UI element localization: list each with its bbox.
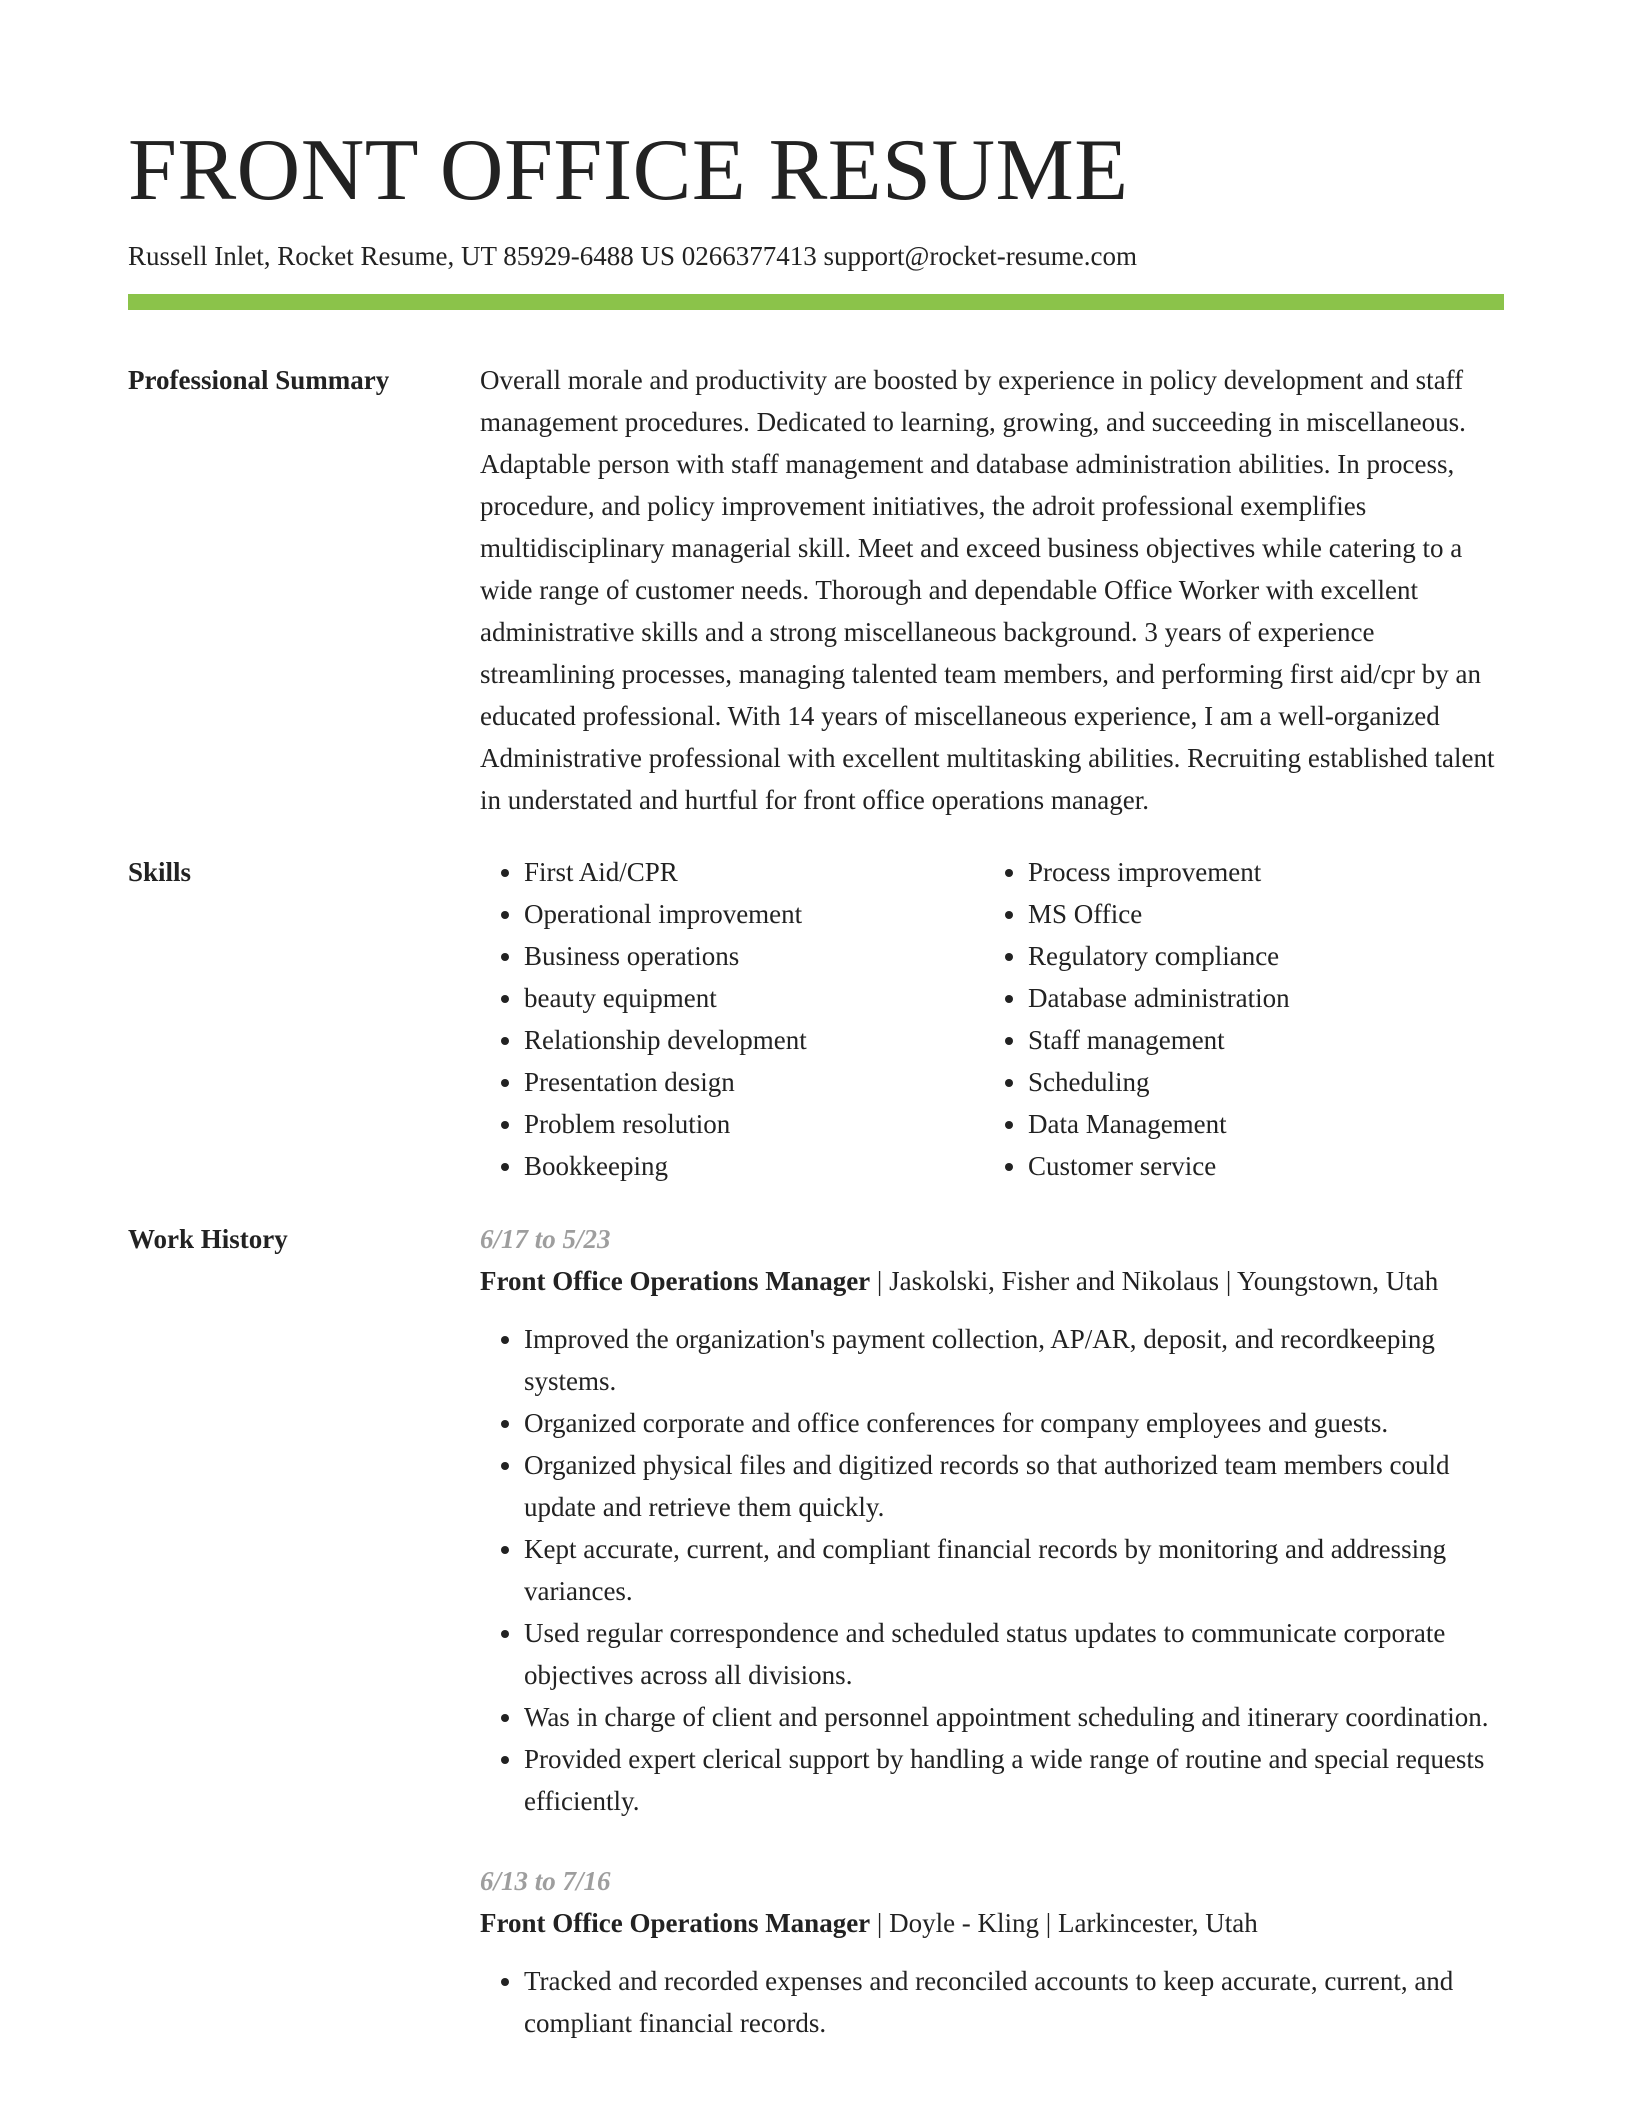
summary-section xyxy=(128,359,1504,821)
resume-title: FRONT OFFICE RESUME xyxy=(128,122,1129,219)
skill-item: • Scheduling xyxy=(1028,1061,1488,1103)
skill-item: • First Aid/CPR xyxy=(524,851,984,893)
skills-body xyxy=(480,851,1504,1187)
job-bullet: • Was in charge of client and personnel appointment scheduling and itinerary coordination. xyxy=(524,1696,1504,1738)
skills-section xyxy=(128,851,1504,1187)
section-label-summary: Professional Summary xyxy=(128,365,390,395)
summary-text: Overall morale and productivity are boosted by experience in policy development and staff management procedures. Dedicated to learning, growing, and succeeding in miscellaneous. Adaptable person with staff management and database administration abilities. In process, procedure, and policy improvement initiatives, the adroit professional exemplifies multidisciplinary managerial skill. Meet and exceed business objectives while catering to a wide range of customer needs. Thorough and dependable Office Worker with excellent administrative skills and a strong miscellaneous background. 3 years of experience streamlining processes, managing talented team members, and performing first aid/cpr by an educated professional. With 14 years of miscellaneous experience, I am a well-organized Administrative professional with excellent multitasking abilities. Recruiting established talent in understated and hurtful for front office operations manager. xyxy=(480,365,1495,815)
resume-page xyxy=(128,0,1504,2044)
skills-list-left xyxy=(480,851,984,1187)
accent-divider xyxy=(128,294,1504,310)
skill-item: • Bookkeeping xyxy=(524,1145,984,1187)
job-company-location: | Doyle - Kling | Larkincester, Utah xyxy=(870,1908,1258,1938)
summary-body xyxy=(480,359,1504,821)
job-entry xyxy=(480,1218,1504,1822)
job-bullet: • Kept accurate, current, and compliant financial records by monitoring and addressing variances. xyxy=(524,1528,1504,1612)
job-bullet: • Improved the organization's payment collection, AP/AR, deposit, and recordkeeping systems. xyxy=(524,1318,1504,1402)
job-bullets xyxy=(480,1960,1504,2044)
job-entry xyxy=(480,1860,1504,2044)
skill-item: • Relationship development xyxy=(524,1019,984,1061)
skill-item: • MS Office xyxy=(1028,893,1488,935)
job-company-location: | Jaskolski, Fisher and Nikolaus | Youngstown, Utah xyxy=(870,1266,1439,1296)
job-dates: 6/13 to 7/16 xyxy=(480,1866,611,1896)
job-title: Front Office Operations Manager xyxy=(480,1908,871,1938)
contact-line: Russell Inlet, Rocket Resume, UT 85929-6488 US 0266377413 support@rocket-resume.com xyxy=(128,241,1137,271)
job-bullet: • Organized corporate and office conferences for company employees and guests. xyxy=(524,1402,1504,1444)
section-label-skills: Skills xyxy=(128,857,192,887)
job-bullet: • Provided expert clerical support by handling a wide range of routine and special requests efficiently. xyxy=(524,1738,1504,1822)
job-dates: 6/17 to 5/23 xyxy=(480,1224,611,1254)
skill-item: • Operational improvement xyxy=(524,893,984,935)
skill-item: • Process improvement xyxy=(1028,851,1488,893)
work-history-section xyxy=(128,1218,1504,2044)
skill-item: • Data Management xyxy=(1028,1103,1488,1145)
skill-item: • Regulatory compliance xyxy=(1028,935,1488,977)
skill-item: • Database administration xyxy=(1028,977,1488,1019)
section-label-work-history: Work History xyxy=(128,1224,288,1254)
skill-item: • Business operations xyxy=(524,935,984,977)
skills-columns xyxy=(480,851,1504,1187)
skill-item: • Problem resolution xyxy=(524,1103,984,1145)
job-heading xyxy=(480,1260,1504,1302)
skill-item: • Customer service xyxy=(1028,1145,1488,1187)
job-bullet: • Tracked and recorded expenses and reconciled accounts to keep accurate, current, and compliant financial records. xyxy=(524,1960,1504,2044)
skill-item: • beauty equipment xyxy=(524,977,984,1019)
job-bullet: • Organized physical files and digitized records so that authorized team members could update and retrieve them quickly. xyxy=(524,1444,1504,1528)
skills-list-right xyxy=(984,851,1488,1187)
skill-item: • Staff management xyxy=(1028,1019,1488,1061)
job-bullets xyxy=(480,1318,1504,1822)
job-bullet: • Used regular correspondence and scheduled status updates to communicate corporate objectives across all divisions. xyxy=(524,1612,1504,1696)
job-heading xyxy=(480,1902,1504,1944)
skill-item: • Presentation design xyxy=(524,1061,984,1103)
work-history-body xyxy=(480,1218,1504,2044)
job-title: Front Office Operations Manager xyxy=(480,1266,871,1296)
